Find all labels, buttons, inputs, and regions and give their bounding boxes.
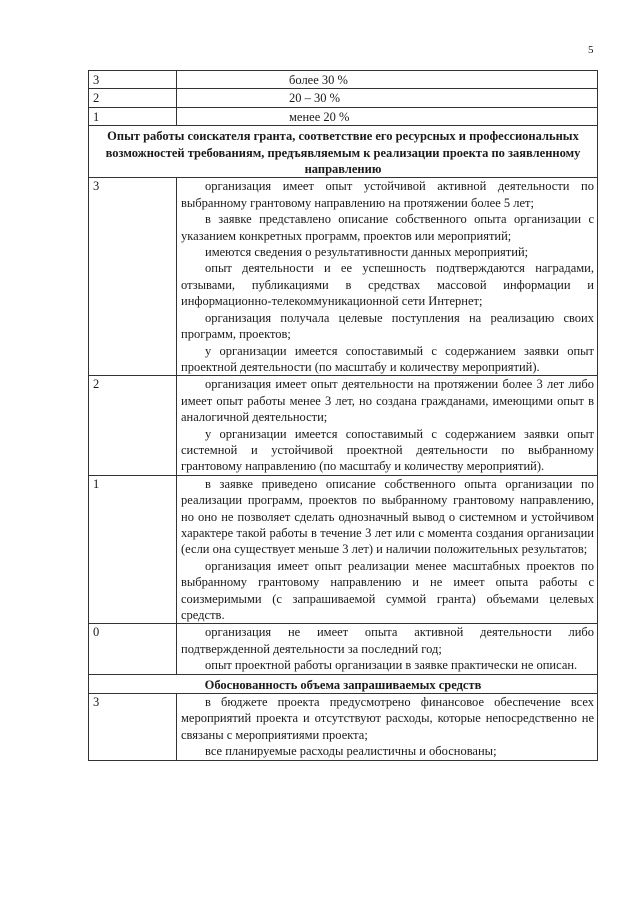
table-row: [89, 89, 598, 107]
score-cell: 3: [89, 178, 177, 376]
criterion-paragraph: организация имеет опыт реализации менее масштабных проектов по выбранному грантовому направлению и не имеет опыта работы с соизмеримыми (с запрашиваемой суммой гранта) объемами целевых средств.: [181, 558, 594, 622]
criterion-cell: 20 – 30 %: [177, 89, 598, 107]
table-row: [89, 475, 598, 624]
criterion-paragraph: в заявке представлено описание собственного опыта организации с указанием конкретных программ, проектов или мероприятий;: [181, 212, 594, 243]
table-row: [89, 107, 598, 125]
section-header: Опыт работы соискателя гранта, соответствие его ресурсных и профессиональных возможностей требованиям, предъявляемым к реализации проекта по заявленному направлению: [89, 126, 598, 178]
score-cell: 3: [89, 694, 177, 761]
table-row: [89, 71, 598, 89]
criterion-paragraph: у организации имеется сопоставимый с содержанием заявки опыт проектной деятельности (по масштабу и количеству мероприятий).: [181, 343, 594, 374]
score-cell: 1: [89, 475, 177, 624]
table-row: [89, 624, 598, 674]
criterion-paragraph: опыт деятельности и ее успешность подтверждаются наградами, отзывами, публикациями в средствах массовой информации и информационно-телекоммуникационной сети Интернет;: [181, 261, 594, 309]
criterion-paragraph: опыт проектной работы организации в заявке практически не описан.: [205, 658, 578, 673]
score-cell: 3: [89, 71, 177, 89]
criterion-cell: [177, 475, 598, 624]
section-header-row: [89, 674, 598, 693]
criterion-paragraph: организация получала целевые поступления на реализацию своих программ, проектов;: [181, 310, 594, 342]
criterion-paragraph: в бюджете проекта предусмотрено финансовое обеспечение всех мероприятий проекта и отсутствуют расходы, которые непосредственно не связаны с мероприятиями проекта;: [181, 695, 594, 742]
criterion-cell: [177, 376, 598, 475]
criterion-paragraph: имеются сведения о результативности данных мероприятий;: [205, 245, 529, 260]
section-header-row: [89, 126, 598, 178]
criterion-paragraph: организация имеет опыт устойчивой активной деятельности по выбранному грантовому направлению на протяжении более 5 лет;: [181, 179, 594, 210]
criterion-paragraph: организация не имеет опыта активной деятельности либо подтвержденной деятельности за последний год;: [181, 625, 594, 656]
criteria-table: [88, 70, 598, 761]
table-row: [89, 694, 598, 761]
criterion-cell: менее 20 %: [177, 107, 598, 125]
criterion-cell: более 30 %: [177, 71, 598, 89]
criterion-paragraph: организация имеет опыт деятельности на протяжении более 3 лет либо имеет опыт работы менее 3 лет, но создана гражданами, имеющими опыт в аналогичной деятельности;: [181, 377, 594, 425]
score-cell: 1: [89, 107, 177, 125]
criterion-cell: [177, 694, 598, 761]
score-cell: 0: [89, 624, 177, 674]
criterion-paragraph: у организации имеется сопоставимый с содержанием заявки опыт системной и устойчивой проектной деятельности по выбранному грантовому направлению (по масштабу и количеству мероприятий).: [181, 426, 594, 474]
score-cell: 2: [89, 376, 177, 475]
page-number: 5: [588, 44, 594, 56]
criterion-cell: [177, 624, 598, 674]
criterion-paragraph: в заявке приведено описание собственного опыта организации по реализации программ, проектов по выбранному грантовому направлению, но оно не позволяет сделать однозначный вывод о системном и устойчивом характере такой работы в течение 3 лет или с момента создания организации (если она существует меньше 3 лет) и наличии положительных результатов;: [181, 476, 594, 557]
score-cell: 2: [89, 89, 177, 107]
criterion-paragraph: все планируемые расходы реалистичны и обоснованы;: [205, 744, 497, 759]
section-header: Обоснованность объема запрашиваемых средств: [89, 674, 598, 693]
criterion-cell: [177, 178, 598, 376]
table-row: [89, 178, 598, 376]
table-row: [89, 376, 598, 475]
